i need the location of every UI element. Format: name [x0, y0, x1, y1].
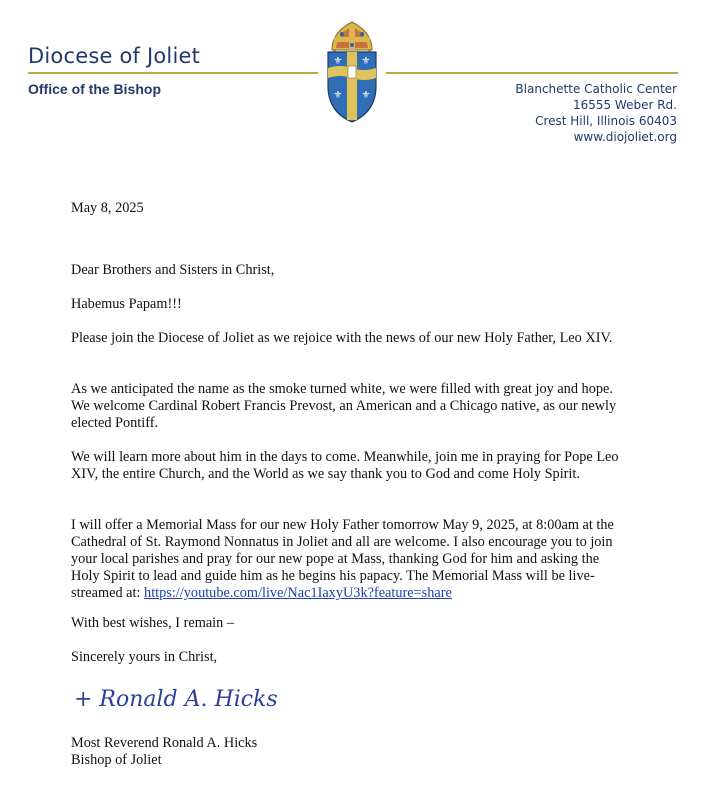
paragraph-4-text: I will offer a Memorial Mass for our new Holy Father tomorrow May 9, 2025, at 8:00am at the Cathedral of St. Raymond Nonnatus in Joliet and all are welcome. I also encourage you to join your local parishes and pray for our new pope at Mass, thanking God for him and asking the Holy Spirit to lead and guide him as he begins his papacy. The Memorial Mass will be live-streamed at: — [71, 517, 614, 601]
letter-paragraph-1: Please join the Diocese of Joliet as we rejoice with the news of our new Holy Father, Leo XIV. — [71, 330, 613, 346]
letter-exclamation: Habemus Papam!!! — [71, 296, 182, 312]
letter-paragraph-3: We will learn more about him in the days to come. Meanwhile, join me in praying for Pope Leo XIV, the entire Church, and the World as we say thank you to God and come Holy Spirit. — [71, 449, 619, 482]
office-title: Office of the Bishop — [28, 81, 161, 97]
address-line: Blanchette Catholic Center — [515, 82, 677, 96]
signer-title: Bishop of Joliet — [71, 752, 162, 768]
svg-text:⚜: ⚜ — [333, 90, 343, 101]
svg-text:⚜: ⚜ — [361, 90, 371, 101]
letter-date: May 8, 2025 — [71, 200, 144, 216]
signer-name: Most Reverend Ronald A. Hicks — [71, 735, 258, 751]
letter-paragraph-4 — [71, 517, 631, 602]
livestream-link[interactable]: https://youtube.com/live/Nac1IaxyU3k?feature=share — [144, 585, 452, 601]
letterhead-rule-left — [28, 72, 318, 74]
address-line: Crest Hill, Illinois 60403 — [535, 114, 677, 128]
letterhead-rule-right — [386, 72, 678, 74]
letter-closing-1: With best wishes, I remain – — [71, 615, 235, 631]
letter-paragraph-2: As we anticipated the name as the smoke turned white, we were filled with great joy and hope. We welcome Cardinal Robert Francis Prevost, an American and a Chicago native, as our newly elected Pontiff. — [71, 381, 617, 431]
address-line: 16555 Weber Rd. — [572, 98, 677, 112]
letter-closing-2: Sincerely yours in Christ, — [71, 649, 218, 665]
handwritten-signature — [72, 678, 312, 718]
letterhead-title: Diocese of Joliet — [28, 44, 201, 68]
diocese-coat-of-arms — [318, 20, 386, 124]
svg-text:+ Ronald A. Hicks: + Ronald A. Hicks — [74, 687, 278, 712]
address-block — [515, 81, 677, 145]
svg-text:⚜: ⚜ — [333, 56, 343, 67]
website-link[interactable]: www.diojoliet.org — [573, 130, 677, 144]
svg-text:⚜: ⚜ — [361, 56, 371, 67]
letter-salutation: Dear Brothers and Sisters in Christ, — [71, 262, 275, 278]
